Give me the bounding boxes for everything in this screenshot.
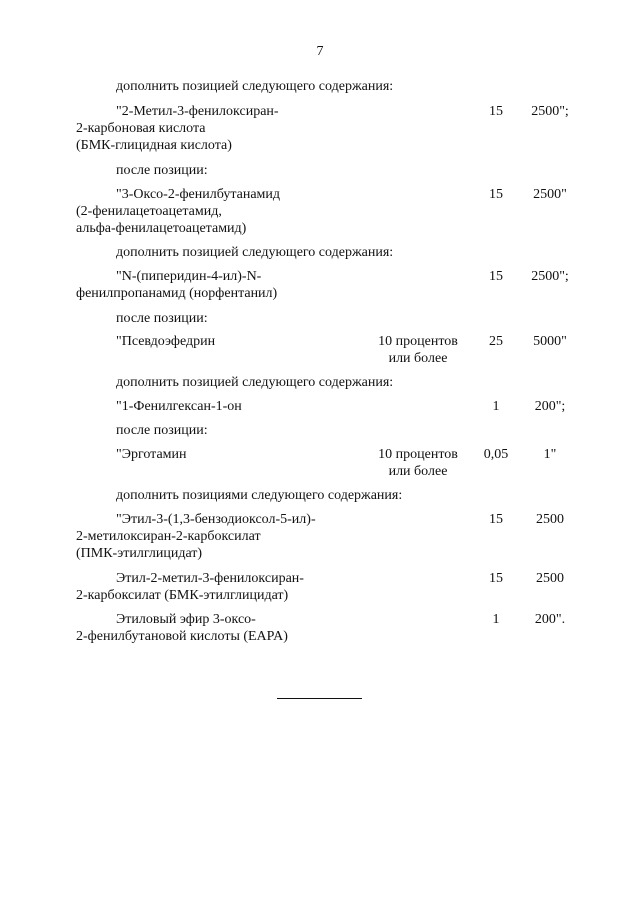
entry-name-line: "1-Фенилгексан-1-он [116,399,242,414]
entry-quantity: 15 [489,269,503,284]
entry-limit: 2500 [536,571,564,586]
entry-quantity: 15 [489,187,503,202]
entry-limit: 200"; [534,399,566,414]
entry-quantity: 25 [489,334,503,349]
entry-note-line: или более [388,351,448,366]
entry-name-line: (БМК-глицидная кислота) [76,138,232,153]
entry-name-line: Этил-2-метил-3-фенилоксиран- [116,571,304,586]
entry-note-line: или более [388,464,448,479]
instruction-text: дополнить позицией следующего содержания: [116,245,394,260]
entry-name-line: "Псевдоэфедрин [116,334,216,349]
entry-limit: 1" [543,447,557,462]
instruction-text: дополнить позицией следующего содержания: [116,79,394,94]
entry-name-line: "N-(пиперидин-4-ил)-N- [116,269,262,284]
entry-quantity: 0,05 [483,447,509,462]
entry-name-line: фенилпропанамид (норфентанил) [76,286,278,301]
instruction-text: дополнить позицией следующего содержания: [116,375,394,390]
entry-quantity: 1 [492,612,500,627]
instruction-text: после позиции: [116,311,208,326]
entry-quantity: 15 [489,104,503,119]
entry-name-line: (ПМК-этилглицидат) [76,546,203,561]
entry-note-line: 10 процентов [378,447,458,462]
entry-limit: 2500 [536,512,564,527]
entry-limit: 2500" [533,187,567,202]
page-number: 7 [316,44,324,59]
entry-quantity: 15 [489,571,503,586]
entry-name-line: 2-фенилбутановой кислоты (EAPA) [76,629,288,644]
entry-limit: 2500"; [531,269,569,284]
entry-name-line: 2-карбоновая кислота [76,121,206,136]
entry-name-line: "Этил-3-(1,3-бензодиоксол-5-ил)- [116,512,316,527]
entry-quantity: 15 [489,512,503,527]
entry-name-line: "3-Оксо-2-фенилбутанамид [116,187,281,202]
entry-name-line: Этиловый эфир 3-оксо- [116,612,256,627]
entry-note-line: 10 процентов [378,334,458,349]
entry-name-line: альфа-фенилацетоацетамид) [76,221,247,236]
entry-limit: 2500"; [531,104,569,119]
closing-divider [277,698,362,699]
entry-limit: 200". [534,612,566,627]
entry-name-line: (2-фенилацетоацетамид, [76,204,222,219]
instruction-text: после позиции: [116,163,208,178]
entry-limit: 5000" [533,334,567,349]
entry-quantity: 1 [492,399,500,414]
entry-name-line: 2-метилоксиран-2-карбоксилат [76,529,261,544]
entry-name-line: "Эрготамин [116,447,187,462]
instruction-text: дополнить позициями следующего содержания: [116,488,403,503]
entry-name-line: 2-карбоксилат (БМК-этилглицидат) [76,588,289,603]
entry-name-line: "2-Метил-3-фенилоксиран- [116,104,279,119]
instruction-text: после позиции: [116,423,208,438]
